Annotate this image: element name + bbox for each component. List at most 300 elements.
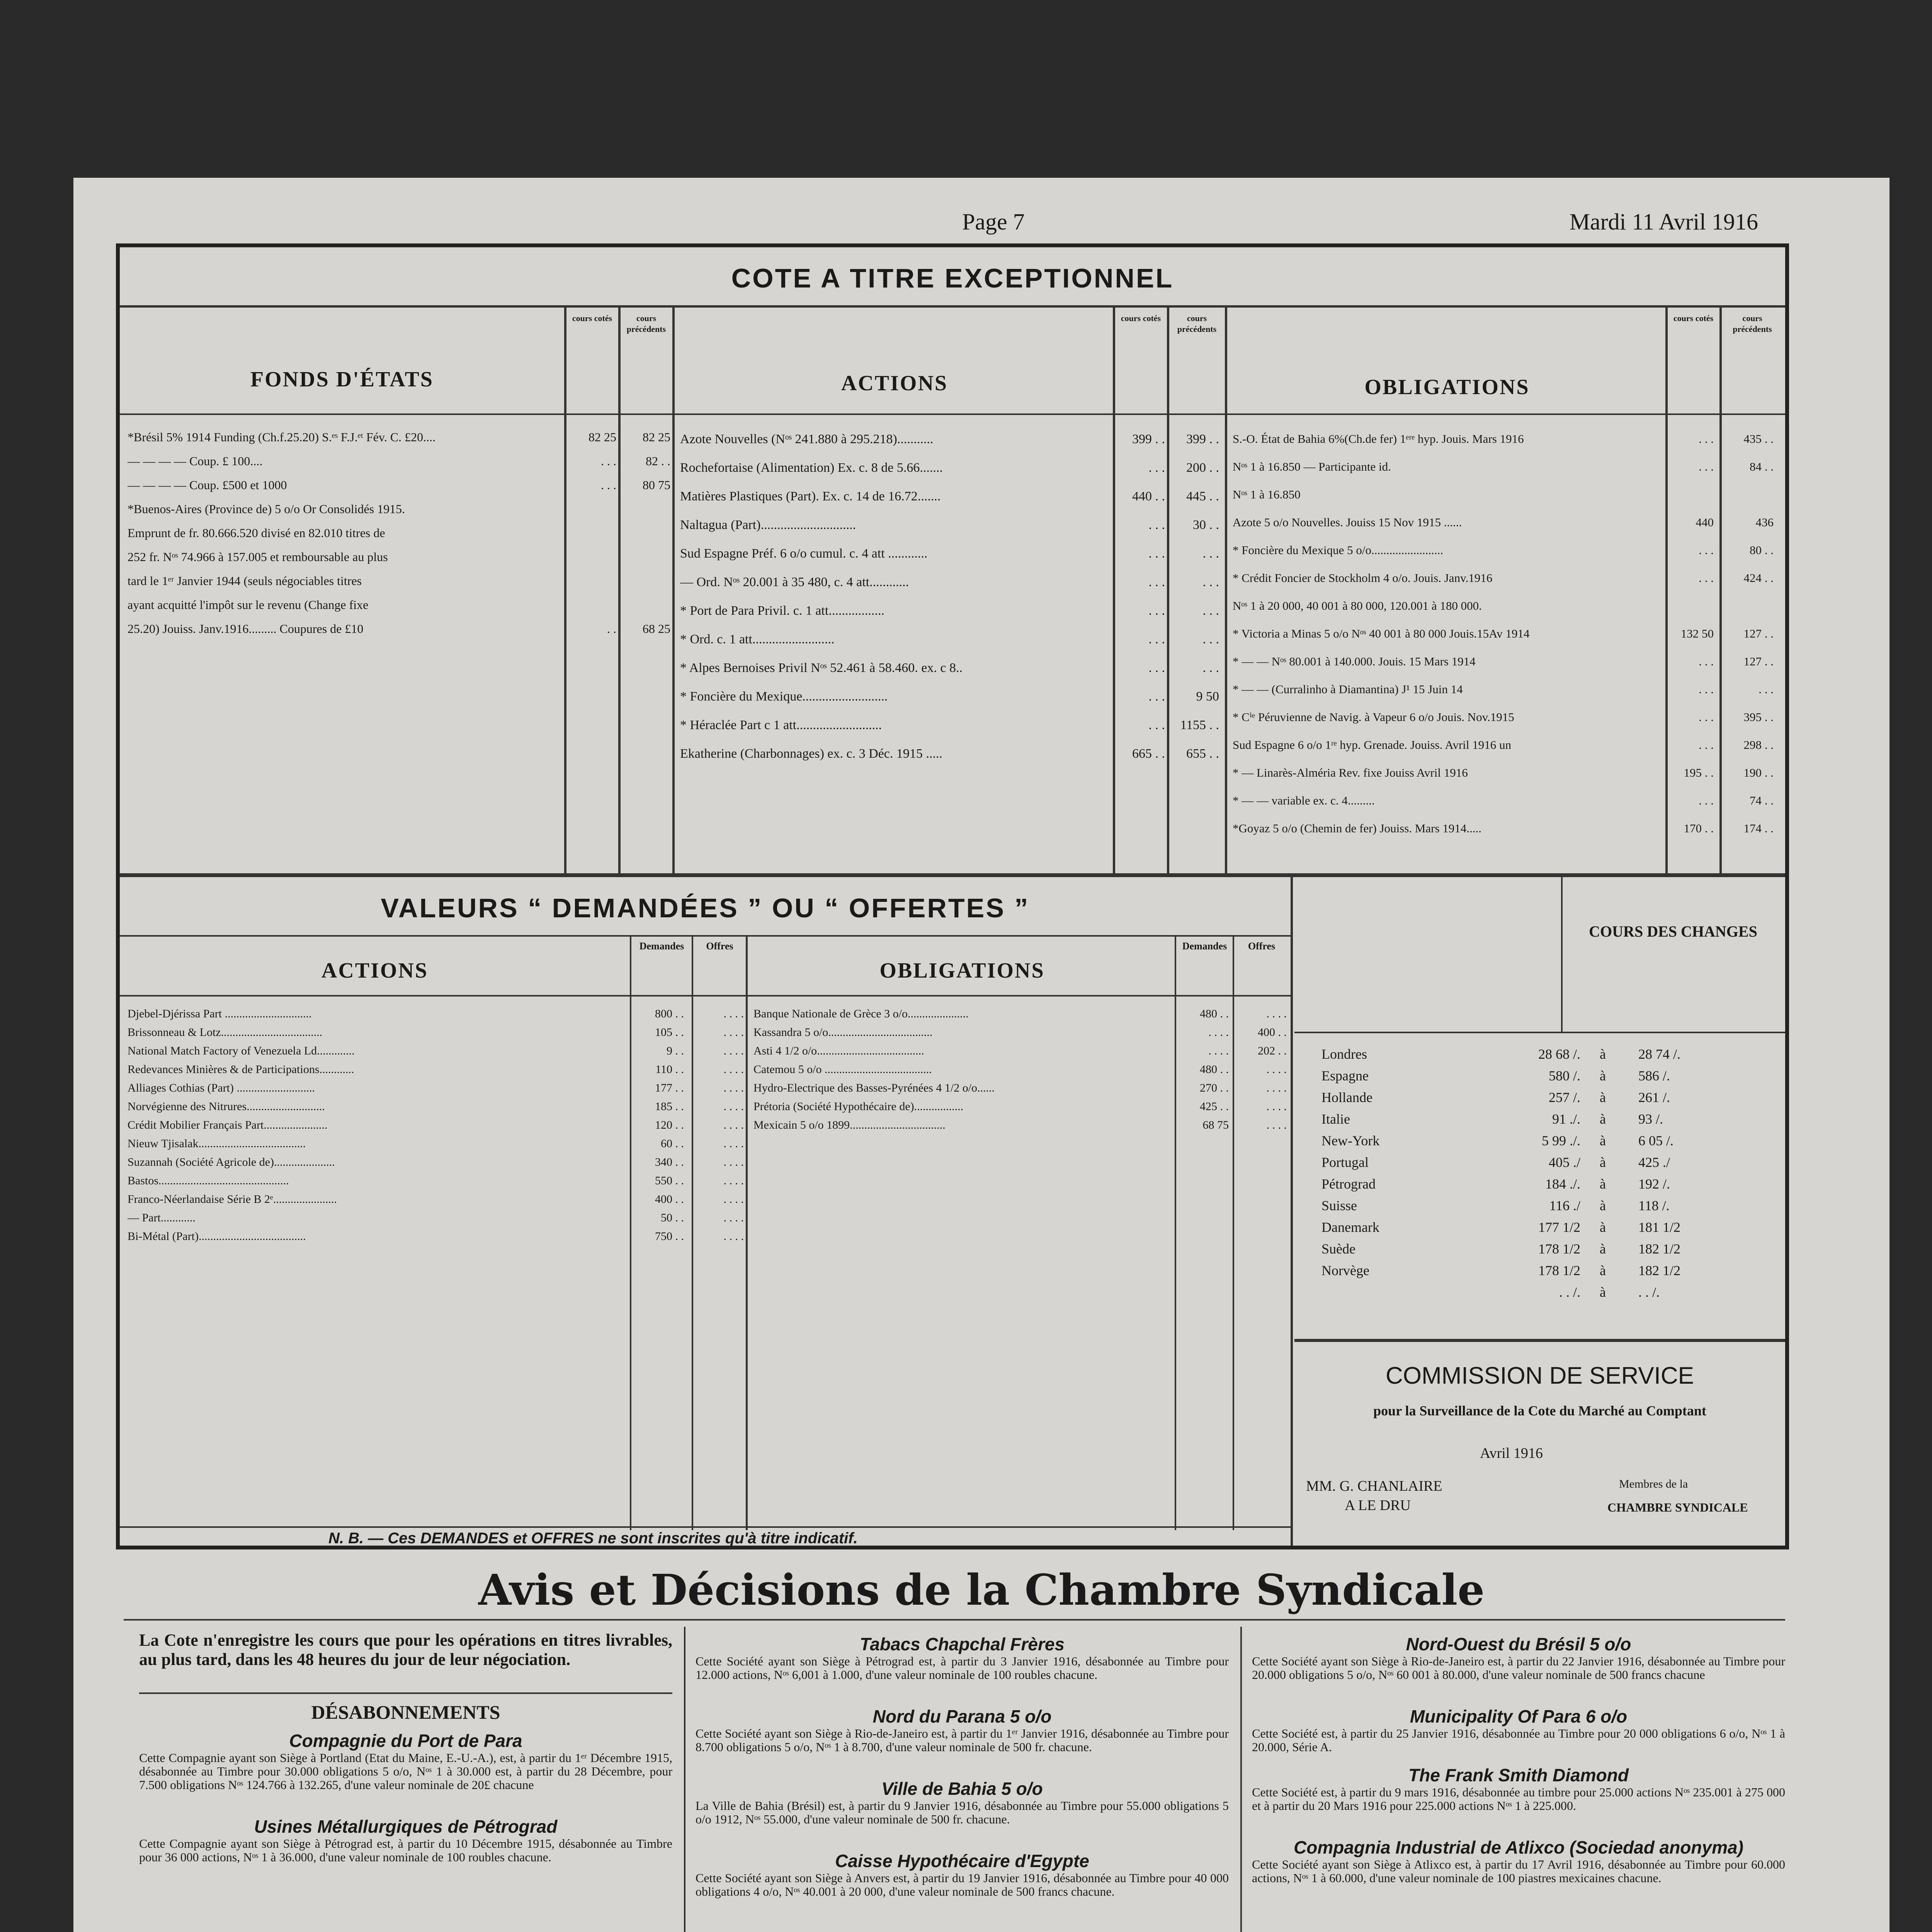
demandes-header: Demandes: [639, 940, 684, 952]
change-bid: 257 /.: [1548, 1090, 1580, 1105]
row-value: 270 . .: [1200, 1082, 1229, 1094]
table-row: [128, 1153, 746, 1172]
row-label: Mexicain 5 o/o 1899.................................: [753, 1119, 946, 1131]
row-value: 424 . .: [1743, 571, 1774, 585]
table-row: [680, 425, 1221, 454]
row-label: Azote 5 o/o Nouvelles. Jouiss 15 Nov 1915 ......: [1233, 515, 1462, 529]
table-row: [128, 1116, 746, 1134]
table-row: [1233, 536, 1781, 564]
table-row: [1233, 481, 1781, 509]
row-value: . . .: [1148, 518, 1165, 532]
change-city: Espagne: [1321, 1068, 1369, 1083]
row-label: 25.20) Jouiss. Janv.1916......... Coupures de £10: [128, 622, 364, 636]
table-row: [128, 1097, 746, 1116]
table-row: [1233, 675, 1781, 703]
row-value: . . .: [601, 478, 616, 492]
row-label: Prétoria (Société Hypothécaire de).................: [753, 1100, 964, 1113]
avis-entry-heading: The Frank Smith Diamond: [1408, 1765, 1629, 1785]
row-label: tard le 1ᵉʳ Janvier 1944 (seuls négociables titres: [128, 574, 362, 588]
row-value: 440 . .: [1132, 489, 1165, 503]
row-value: 174 . .: [1743, 821, 1774, 835]
running-header: [73, 209, 1889, 240]
avis-entry-text: Cette Compagnie ayant son Siège à Pétrograd est, à partir du 10 Décembre 1915, désabonnée au Timbre pour 36 000 actions, Nᵒˢ 1 à 36.000, d'une valeur nominale de 100 roubles chacune.: [139, 1837, 672, 1864]
row-value: . . . .: [723, 1119, 744, 1131]
table-row: [128, 569, 668, 593]
row-value: 132 50: [1680, 627, 1714, 640]
change-row: [1321, 1065, 1777, 1087]
table-row: [128, 1227, 746, 1246]
row-label: Naltagua (Part).............................: [680, 518, 856, 532]
row-value: . . .: [1699, 432, 1714, 446]
row-label: * Foncière du Mexique 5 o/o........................: [1233, 543, 1444, 557]
row-value: . . .: [1148, 604, 1165, 618]
val-oblig-heading: OBLIGATIONS: [879, 959, 1045, 983]
avis-entry-heading: Tabacs Chapchal Frères: [859, 1634, 1065, 1654]
divider: [1294, 1032, 1785, 1033]
table-row: [128, 1172, 746, 1190]
table-row: [680, 482, 1221, 511]
change-row: [1321, 1216, 1777, 1238]
table-row: [680, 511, 1221, 539]
row-label: Matières Plastiques (Part). Ex. c. 14 de 16.72.......: [680, 489, 941, 503]
row-label: Bi-Métal (Part).....................................: [128, 1230, 306, 1243]
cours-prec-header: cours précédents: [1733, 313, 1772, 334]
change-ask: . . /.: [1638, 1284, 1660, 1300]
row-label: * — — Nᵒˢ 80.001 à 140.000. Jouis. 15 Mars 1914: [1233, 655, 1476, 668]
cours-cotes-header: cours cotés: [572, 313, 612, 323]
table-row: [128, 545, 668, 569]
divider: [124, 1619, 1785, 1621]
changes-title: COURS DES CHANGES: [1589, 923, 1757, 940]
row-label: * Cⁱᵉ Péruvienne de Navig. à Vapeur 6 o/o Jouis. Nov.1915: [1233, 710, 1514, 724]
table-row: [680, 654, 1221, 682]
table-row: [128, 1042, 746, 1060]
row-value: . . .: [1699, 655, 1714, 668]
row-value: . . .: [601, 454, 616, 468]
change-sep: à: [1600, 1263, 1606, 1278]
row-label: Brissonneau & Lotz...................................: [128, 1026, 323, 1039]
offres-header: Offres: [1248, 940, 1276, 952]
divider: [120, 1526, 1291, 1528]
row-label: Sud Espagne Préf. 6 o/o cumul. c. 4 att ............: [680, 546, 928, 561]
change-ask: 28 74 /.: [1638, 1046, 1681, 1062]
row-value: 445 . .: [1186, 489, 1219, 503]
cote-title: COTE A TITRE EXCEPTIONNEL: [731, 263, 1174, 293]
row-value: 127 . .: [1743, 655, 1774, 668]
avis-entry-text: Cette Société est, à partir du 25 Janvier 1916, désabonnée au Timbre pour 20 000 obligations 6 o/o, Nᵒˢ 1 à 20.000, Série A.: [1252, 1726, 1785, 1754]
row-value: . . . .: [723, 1211, 744, 1224]
row-label: * — Linarès-Alméria Rev. fixe Jouiss Avril 1916: [1233, 766, 1468, 779]
row-value: . . .: [1148, 632, 1165, 646]
row-label: * Héraclée Part c 1 att..........................: [680, 718, 882, 732]
row-label: Djebel-Djérissa Part ..............................: [128, 1007, 312, 1020]
change-row: [1321, 1238, 1777, 1260]
row-label: * Crédit Foncier de Stockholm 4 o/o. Jouis. Janv.1916: [1233, 571, 1493, 585]
row-value: . . .: [1148, 546, 1165, 561]
table-row: [1233, 815, 1781, 842]
row-value: 399 . .: [1132, 432, 1165, 446]
row-label: National Match Factory of Venezuela Ld.............: [128, 1044, 355, 1057]
commission-names-2: A LE DRU: [1345, 1497, 1411, 1514]
table-row: [753, 1097, 1287, 1116]
change-ask: 6 05 /.: [1638, 1133, 1674, 1148]
row-value: . . . .: [723, 1137, 744, 1150]
row-value: . . . .: [723, 1174, 744, 1187]
change-sep: à: [1600, 1198, 1606, 1213]
cours-prec-header: cours précédents: [1177, 313, 1217, 334]
row-value: . . .: [1699, 571, 1714, 585]
change-city: Norvège: [1321, 1263, 1369, 1278]
change-city: Londres: [1321, 1046, 1367, 1062]
row-value: 68 25: [643, 622, 670, 636]
row-value: . . .: [1699, 460, 1714, 473]
change-sep: à: [1600, 1111, 1606, 1127]
table-row: [1233, 620, 1781, 648]
avis-entry-text: La Ville de Bahia (Brésil) est, à partir du 9 Janvier 1916, désabonnée au Timbre pour 55.000 obligations 5 o/o 1912, Nᵒˢ 55.000, d'une valeur nominale de 500 fr. chacune.: [696, 1799, 1229, 1826]
table-row: [128, 593, 668, 617]
row-label: Crédit Mobilier Français Part......................: [128, 1119, 328, 1131]
row-value: 340 . .: [655, 1156, 684, 1168]
table-row: [128, 1209, 746, 1227]
change-row: [1321, 1130, 1777, 1151]
commission-title: COMMISSION DE SERVICE: [1385, 1362, 1694, 1389]
change-bid: 580 /.: [1548, 1068, 1580, 1083]
commission-month: Avril 1916: [1480, 1445, 1543, 1461]
table-row: [753, 1042, 1287, 1060]
change-ask: 192 /.: [1638, 1176, 1670, 1192]
avis-entry-heading: Municipality Of Para 6 o/o: [1410, 1706, 1628, 1726]
cours-cotes-header: cours cotés: [1121, 313, 1161, 323]
row-label: Norvégienne des Nitrures...........................: [128, 1100, 325, 1113]
change-city: New-York: [1321, 1133, 1380, 1148]
avis-entry-text: Cette Société ayant son Siège à Rio-de-Janeiro est, à partir du 1ᵉʳ Janvier 1916, désabonnée au Timbre pour 8.700 obligations 5 o/o, Nᵒˢ 1 à 8.700, d'une valeur nominale de 500 fr. chacune.: [696, 1726, 1229, 1754]
change-city: Suède: [1321, 1241, 1355, 1257]
row-label: Rochefortaise (Alimentation) Ex. c. 8 de 5.66.......: [680, 461, 943, 475]
row-value: 480 . .: [1200, 1007, 1229, 1020]
row-value: . . .: [1699, 738, 1714, 752]
row-label: — Part............: [128, 1211, 196, 1224]
row-value: . . . .: [723, 1193, 744, 1206]
col-rule: [672, 305, 675, 873]
row-value: . . . .: [723, 1156, 744, 1168]
row-value: 550 . .: [655, 1174, 684, 1187]
row-label: * Ord. c. 1 att.........................: [680, 632, 835, 646]
row-value: . .: [607, 622, 616, 636]
table-row: [128, 1079, 746, 1097]
row-label: 252 fr. Nᵒˢ 74.966 à 157.005 et remboursable au plus: [128, 550, 388, 564]
row-value: 50 . .: [661, 1211, 684, 1224]
table-row: [680, 568, 1221, 597]
row-value: . . . .: [1266, 1082, 1287, 1094]
avis-entry-heading: Caisse Hypothécaire d'Egypte: [835, 1851, 1089, 1871]
table-row: [128, 473, 668, 497]
change-ask: 261 /.: [1638, 1090, 1670, 1105]
avis-intro: La Cote n'enregistre les cours que pour les opérations en titres livrables, au plus tard, dans les 48 heures du jour de leur négociation.: [139, 1631, 672, 1669]
change-bid: 28 68 /.: [1538, 1046, 1580, 1062]
change-row: [1321, 1281, 1777, 1303]
row-label: * — — variable ex. c. 4.........: [1233, 794, 1375, 807]
table-row: [128, 521, 668, 545]
change-sep: à: [1600, 1219, 1606, 1235]
row-label: Kassandra 5 o/o....................................: [753, 1026, 933, 1039]
page-number: Page 7: [962, 209, 1025, 235]
table-row: [1233, 703, 1781, 731]
change-sep: à: [1600, 1284, 1606, 1300]
row-value: 655 . .: [1186, 747, 1219, 761]
valeurs-title: VALEURS “ DEMANDÉES ” OU “ OFFERTES ”: [381, 893, 1030, 923]
row-value: 177 . .: [655, 1082, 684, 1094]
change-bid: 91 ./.: [1552, 1111, 1580, 1127]
row-value: . . .: [1699, 543, 1714, 557]
row-label: Ekatherine (Charbonnages) ex. c. 3 Déc. 1915 .....: [680, 747, 942, 761]
fonds-heading: FONDS D'ÉTATS: [250, 367, 434, 391]
table-row: [1233, 509, 1781, 536]
row-value: 800 . .: [655, 1007, 684, 1020]
change-city: Portugal: [1321, 1155, 1369, 1170]
commission-members-1: Membres de la: [1619, 1478, 1688, 1490]
row-value: 480 . .: [1200, 1063, 1229, 1076]
table-row: [1233, 759, 1781, 787]
divider: [120, 413, 1785, 415]
row-value: 436: [1755, 515, 1774, 529]
row-label: *Goyaz 5 o/o (Chemin de fer) Jouiss. Mars 1914.....: [1233, 821, 1482, 835]
change-row: [1321, 1108, 1777, 1130]
commission-members-2: CHAMBRE SYNDICALE: [1607, 1500, 1748, 1514]
change-row: [1321, 1195, 1777, 1216]
change-city: Hollande: [1321, 1090, 1372, 1105]
row-label: *Buenos-Aires (Province de) 5 o/o Or Consolidés 1915.: [128, 502, 405, 516]
row-label: Asti 4 1/2 o/o.....................................: [753, 1044, 924, 1057]
table-row: [680, 682, 1221, 711]
avis-entry-text: Cette Société ayant son Siège à Pétrograd est, à partir du 3 Janvier 1916, désabonnée au Timbre pour 12.000 actions, Nᵒˢ 6,001 à 1.000, d'une valeur nominale de 100 roubles chacune.: [696, 1654, 1229, 1682]
table-row: [753, 1005, 1287, 1023]
divider: [120, 873, 1785, 877]
row-value: . . .: [1202, 604, 1219, 618]
row-value: 82 . .: [646, 454, 670, 468]
row-value: . . . .: [1266, 1007, 1287, 1020]
change-bid: 178 1/2: [1538, 1263, 1580, 1278]
col-rule: [1240, 1627, 1242, 1932]
row-value: 298 . .: [1743, 738, 1774, 752]
col-rule: [746, 935, 748, 1530]
change-ask: 182 1/2: [1638, 1241, 1681, 1257]
row-value: . . . .: [1266, 1063, 1287, 1076]
change-bid: 5 99 ./.: [1541, 1133, 1580, 1148]
row-label: S.-O. État de Bahia 6%(Ch.de fer) 1ᵉʳᵉ hyp. Jouis. Mars 1916: [1233, 432, 1524, 446]
table-row: [128, 1023, 746, 1042]
row-label: Redevances Minières & de Participations............: [128, 1063, 354, 1076]
change-sep: à: [1600, 1090, 1606, 1105]
avis-entry-text: Cette Compagnie ayant son Siège à Portland (Etat du Maine, E.-U.-A.), est, à partir du 1ᵉʳ Décembre 1915, désabonnée au Timbre pour 30.000 obligations 5 o/o, Nᵒˢ 1 à 30.000 est, à partir du 28 Décembre, pour 7.500 obligations Nᵒˢ 124.766 à 132.265, d'une valeur nominale de 20£ chacune: [139, 1751, 672, 1792]
table-row: [1233, 425, 1781, 453]
col-rule: [1225, 305, 1227, 873]
change-sep: à: [1600, 1133, 1606, 1148]
valeurs-note: N. B. — Ces DEMANDES et OFFRES ne sont inscrites qu'à titre indicatif.: [328, 1530, 858, 1547]
change-city: Suisse: [1321, 1198, 1357, 1213]
avis-entry-text: Cette Société ayant son Siège à Anvers est, à partir du 19 Janvier 1916, désabonnée au Timbre pour 40 000 obligations 4 o/o, Nᵒˢ 40.001 à 20 000, d'une valeur nominale de 500 francs chacune.: [696, 1871, 1229, 1898]
row-value: 9 50: [1196, 689, 1219, 704]
row-label: Sud Espagne 6 o/o 1ʳᵉ hyp. Grenade. Jouiss. Avril 1916 un: [1233, 738, 1512, 752]
table-row: [753, 1116, 1287, 1134]
offres-header: Offres: [706, 940, 733, 952]
row-label: Bastos.............................................: [128, 1174, 289, 1187]
change-row: [1321, 1260, 1777, 1281]
row-value: 190 . .: [1743, 766, 1774, 779]
avis-entry-text: Cette Société est, à partir du 9 mars 1916, désabonnée au timbre pour 25.000 actions Nᵒˢ 235.001 à 275 000 et à partir du 20 Mars 1916 pour 225.000 actions Nᵒˢ 1 à 225.000.: [1252, 1785, 1785, 1813]
desabonnements-heading: DÉSABONNEMENTS: [311, 1701, 500, 1723]
row-value: 9 . .: [667, 1044, 684, 1057]
row-value: 68 75: [1202, 1119, 1229, 1131]
change-row: [1321, 1151, 1777, 1173]
row-value: . . .: [1699, 710, 1714, 724]
change-sep: à: [1600, 1155, 1606, 1170]
col-rule: [1291, 877, 1293, 1546]
row-label: Suzannah (Société Agricole de).....................: [128, 1156, 335, 1168]
table-row: [753, 1079, 1287, 1097]
row-value: 82 25: [643, 430, 670, 444]
row-value: 185 . .: [655, 1100, 684, 1113]
row-label: * Victoria a Minas 5 o/o Nᵒˢ 40 001 à 80 000 Jouis.15Av 1914: [1233, 627, 1530, 640]
row-label: Nᵒˢ 1 à 16.850: [1233, 488, 1301, 501]
divider: [120, 305, 1785, 308]
row-value: 400 . .: [1258, 1026, 1287, 1039]
row-label: Franco-Néerlandaise Série B 2ᵉ......................: [128, 1193, 337, 1206]
row-value: . . . .: [723, 1082, 744, 1094]
change-city: Italie: [1321, 1111, 1350, 1127]
table-row: [680, 597, 1221, 625]
oblig-heading: OBLIGATIONS: [1364, 375, 1530, 399]
avis-entry-text: Cette Société ayant son Siège à Atlixco est, à partir du 17 Avril 1916, désabonnée au Timbre pour 60.000 actions, Nᵒˢ 1 à 60.000, d'une valeur nominale de 100 piastres mexicaines chacune.: [1252, 1857, 1785, 1885]
row-label: * Port de Para Privil. c. 1 att.................: [680, 604, 884, 618]
row-value: 440: [1696, 515, 1714, 529]
table-row: [128, 1190, 746, 1209]
row-label: Azote Nouvelles (Nᵒˢ 241.880 à 295.218)...........: [680, 432, 934, 446]
row-label: * Alpes Bernoises Privil Nᵒˢ 52.461 à 58.460. ex. c 8..: [680, 661, 963, 675]
change-ask: 181 1/2: [1638, 1219, 1681, 1235]
avis-entry-heading: Usines Métallurgiques de Pétrograd: [254, 1816, 558, 1837]
avis-entry-heading: Compagnia Industrial de Atlixco (Sociedad anonyma): [1294, 1837, 1743, 1857]
col-rule: [684, 1627, 685, 1932]
row-value: . . .: [1148, 575, 1165, 589]
row-value: . . . .: [1266, 1119, 1287, 1131]
row-value: 665 . .: [1132, 747, 1165, 761]
change-bid: . . /.: [1559, 1284, 1580, 1300]
change-bid: 116 ./: [1549, 1198, 1580, 1213]
change-city: Pétrograd: [1321, 1176, 1376, 1192]
row-value: 82 25: [588, 430, 616, 444]
row-value: 202 . .: [1258, 1044, 1287, 1057]
actions-heading: ACTIONS: [841, 371, 948, 395]
row-value: 30 . .: [1193, 518, 1219, 532]
row-value: . . .: [1148, 689, 1165, 704]
change-bid: 177 1/2: [1538, 1219, 1580, 1235]
table-row: [1233, 453, 1781, 481]
row-label: Nieuw Tjisalak.....................................: [128, 1137, 306, 1150]
table-row: [1233, 787, 1781, 815]
row-value: 200 . .: [1186, 461, 1219, 475]
row-value: . . . .: [723, 1026, 744, 1039]
row-label: Nᵒˢ 1 à 20 000, 40 001 à 80 000, 120.001 à 180 000.: [1233, 599, 1482, 612]
table-row: [1233, 592, 1781, 620]
row-value: 110 . .: [655, 1063, 684, 1076]
table-row: [128, 1005, 746, 1023]
row-value: . . .: [1202, 661, 1219, 675]
table-row: [680, 740, 1221, 768]
row-label: — — — — Coup. £ 100....: [128, 454, 263, 468]
newspaper-page: [73, 178, 1889, 1932]
row-label: — — — — Coup. £500 et 1000: [128, 478, 287, 492]
row-label: * — — (Curralinho à Diamantina) J¹ 15 Juin 14: [1233, 682, 1463, 696]
divider: [139, 1692, 672, 1694]
table-row: [128, 617, 668, 641]
change-bid: 178 1/2: [1538, 1241, 1580, 1257]
table-row: [680, 539, 1221, 568]
row-value: . . . .: [1208, 1026, 1229, 1039]
change-row: [1321, 1043, 1777, 1065]
change-bid: 405 ./: [1548, 1155, 1580, 1170]
commission-subtitle: pour la Surveillance de la Cote du Marché au Comptant: [1373, 1403, 1706, 1418]
table-row: [128, 497, 668, 521]
table-row: [128, 1134, 746, 1153]
change-ask: 182 1/2: [1638, 1263, 1681, 1278]
row-value: 399 . .: [1186, 432, 1219, 446]
row-value: 395 . .: [1743, 710, 1774, 724]
table-row: [1233, 564, 1781, 592]
row-value: 425 . .: [1200, 1100, 1229, 1113]
table-row: [680, 625, 1221, 654]
row-value: . . . .: [723, 1007, 744, 1020]
row-label: Catemou 5 o/o .....................................: [753, 1063, 932, 1076]
row-value: . . .: [1148, 661, 1165, 675]
table-row: [680, 454, 1221, 482]
row-value: . . .: [1759, 682, 1774, 696]
row-value: 120 . .: [655, 1119, 684, 1131]
change-ask: 425 ./: [1638, 1155, 1670, 1170]
row-label: Alliages Cothias (Part) ...........................: [128, 1082, 315, 1094]
col-rule: [1561, 877, 1563, 1032]
row-value: . . .: [1699, 794, 1714, 807]
change-bid: 184 ./.: [1545, 1176, 1580, 1192]
change-row: [1321, 1087, 1777, 1108]
change-ask: 118 /.: [1638, 1198, 1670, 1213]
row-label: * Foncière du Mexique..........................: [680, 689, 888, 704]
row-value: 74 . .: [1750, 794, 1774, 807]
avis-entry-text: Cette Société ayant son Siège à Rio-de-Janeiro est, à partir du 22 Janvier 1916, désabonnée au Timbre pour 20.000 obligations 5 o/o, Nᵒˢ 60 001 à 80.000, d'une valeur nominale de 500 francs chacune: [1252, 1654, 1785, 1682]
table-row: [1233, 731, 1781, 759]
row-label: Banque Nationale de Grèce 3 o/o.....................: [753, 1007, 969, 1020]
demandes-header: Demandes: [1182, 940, 1227, 952]
row-value: 80 . .: [1750, 543, 1774, 557]
row-value: 84 . .: [1750, 460, 1774, 473]
table-row: [753, 1060, 1287, 1079]
avis-entry-heading: Ville de Bahia 5 o/o: [881, 1779, 1043, 1799]
change-row: [1321, 1173, 1777, 1195]
avis-entry-heading: Nord-Ouest du Brésil 5 o/o: [1406, 1634, 1631, 1654]
avis-title: Avis et Décisions de la Chambre Syndicale: [478, 1565, 1485, 1615]
row-value: . . . .: [1208, 1044, 1229, 1057]
commission-names-1: MM. G. CHANLAIRE: [1306, 1478, 1442, 1494]
table-row: [680, 711, 1221, 740]
change-ask: 586 /.: [1638, 1068, 1670, 1083]
table-row: [753, 1023, 1287, 1042]
change-sep: à: [1600, 1046, 1606, 1062]
cours-cotes-header: cours cotés: [1673, 313, 1714, 323]
row-value: . . .: [1699, 682, 1714, 696]
row-value: . . . .: [723, 1230, 744, 1243]
row-value: 80 75: [643, 478, 670, 492]
table-row: [128, 1060, 746, 1079]
row-value: . . .: [1148, 461, 1165, 475]
